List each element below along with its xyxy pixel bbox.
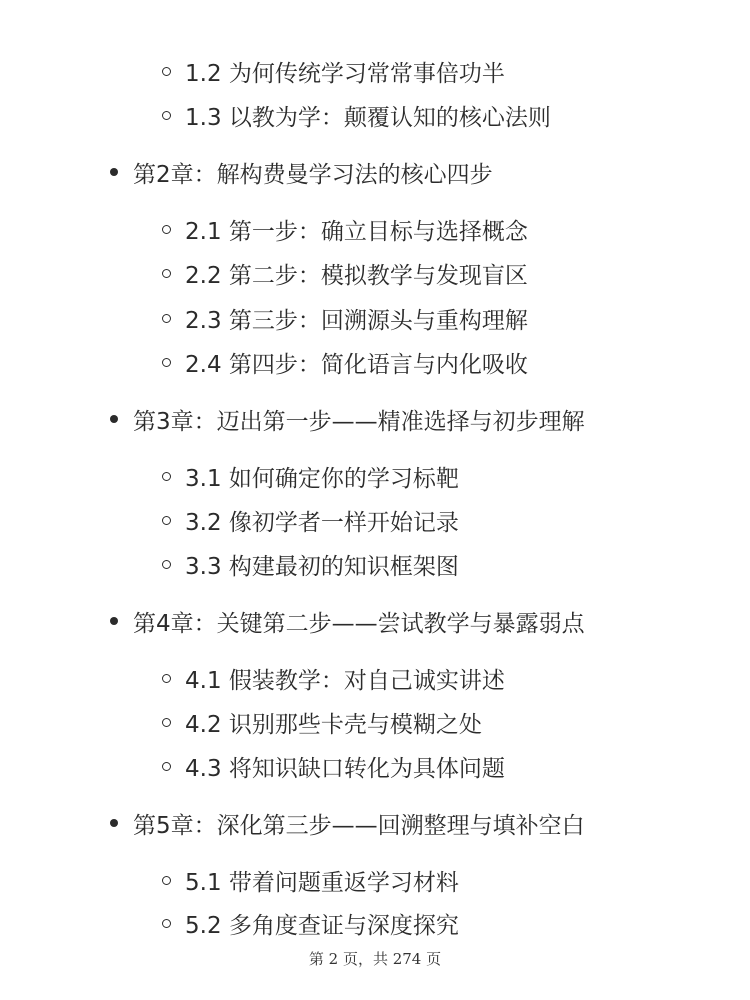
toc-section-2-3 [162,298,528,338]
toc-section-1-2 [162,51,505,91]
circle-bullet-icon [162,516,171,525]
toc-section-3-1 [162,456,459,496]
toc-item-label: 2.1 第一步：确立目标与选择概念 [185,218,528,245]
circle-bullet-icon [162,876,171,885]
toc-item-label: 4.3 将知识缺口转化为具体问题 [185,755,505,782]
circle-bullet-icon [162,111,171,120]
toc-item-label: 2.2 第二步：模拟教学与发现盲区 [185,262,528,289]
toc-item-label: 第5章：深化第三步——回溯整理与填补空白 [133,812,585,839]
disc-bullet-icon [110,617,118,625]
toc-item-label: 第3章：迈出第一步——精准选择与初步理解 [133,408,585,435]
circle-bullet-icon [162,472,171,481]
toc-section-2-1 [162,209,528,249]
circle-bullet-icon [162,718,171,727]
toc-item-label: 第4章：关键第二步——尝试教学与暴露弱点 [133,610,585,637]
circle-bullet-icon [162,358,171,367]
toc-item-label: 2.4 第四步：简化语言与内化吸收 [185,351,528,378]
toc-chapter-4 [110,601,585,641]
circle-bullet-icon [162,225,171,234]
toc-item-label: 第2章：解构费曼学习法的核心四步 [133,161,493,188]
toc-item-label: 2.3 第三步：回溯源头与重构理解 [185,307,528,334]
toc-section-4-3 [162,746,505,786]
circle-bullet-icon [162,674,171,683]
toc-item-label: 3.3 构建最初的知识框架图 [185,553,459,580]
toc-item-label: 3.2 像初学者一样开始记录 [185,509,459,536]
toc-section-2-2 [162,253,528,293]
circle-bullet-icon [162,67,171,76]
circle-bullet-icon [162,269,171,278]
toc-section-4-1 [162,658,505,698]
toc-chapter-3 [110,399,585,439]
disc-bullet-icon [110,819,118,827]
toc-chapter-5 [110,803,585,843]
toc-item-label: 5.1 带着问题重返学习材料 [185,869,459,896]
circle-bullet-icon [162,762,171,771]
disc-bullet-icon [110,168,118,176]
toc-section-5-1 [162,860,459,900]
toc-section-5-2 [162,903,459,943]
toc-section-3-3 [162,544,459,584]
toc-section-3-2 [162,500,459,540]
disc-bullet-icon [110,415,118,423]
toc-item-label: 4.1 假装教学：对自己诚实讲述 [185,667,505,694]
toc-item-label: 1.3 以教为学：颠覆认知的核心法则 [185,104,551,131]
circle-bullet-icon [162,560,171,569]
toc-item-label: 1.2 为何传统学习常常事倍功半 [185,60,505,87]
toc-chapter-2 [110,152,493,192]
toc-item-label: 3.1 如何确定你的学习标靶 [185,465,459,492]
toc-section-2-4 [162,342,528,382]
page-number-footer: 第 2 页，共 274 页 [308,950,442,968]
toc-item-label: 4.2 识别那些卡壳与模糊之处 [185,711,482,738]
toc-section-1-3 [162,95,551,135]
toc-item-label: 5.2 多角度查证与深度探究 [185,912,459,939]
circle-bullet-icon [162,919,171,928]
toc-section-4-2 [162,702,482,742]
circle-bullet-icon [162,314,171,323]
